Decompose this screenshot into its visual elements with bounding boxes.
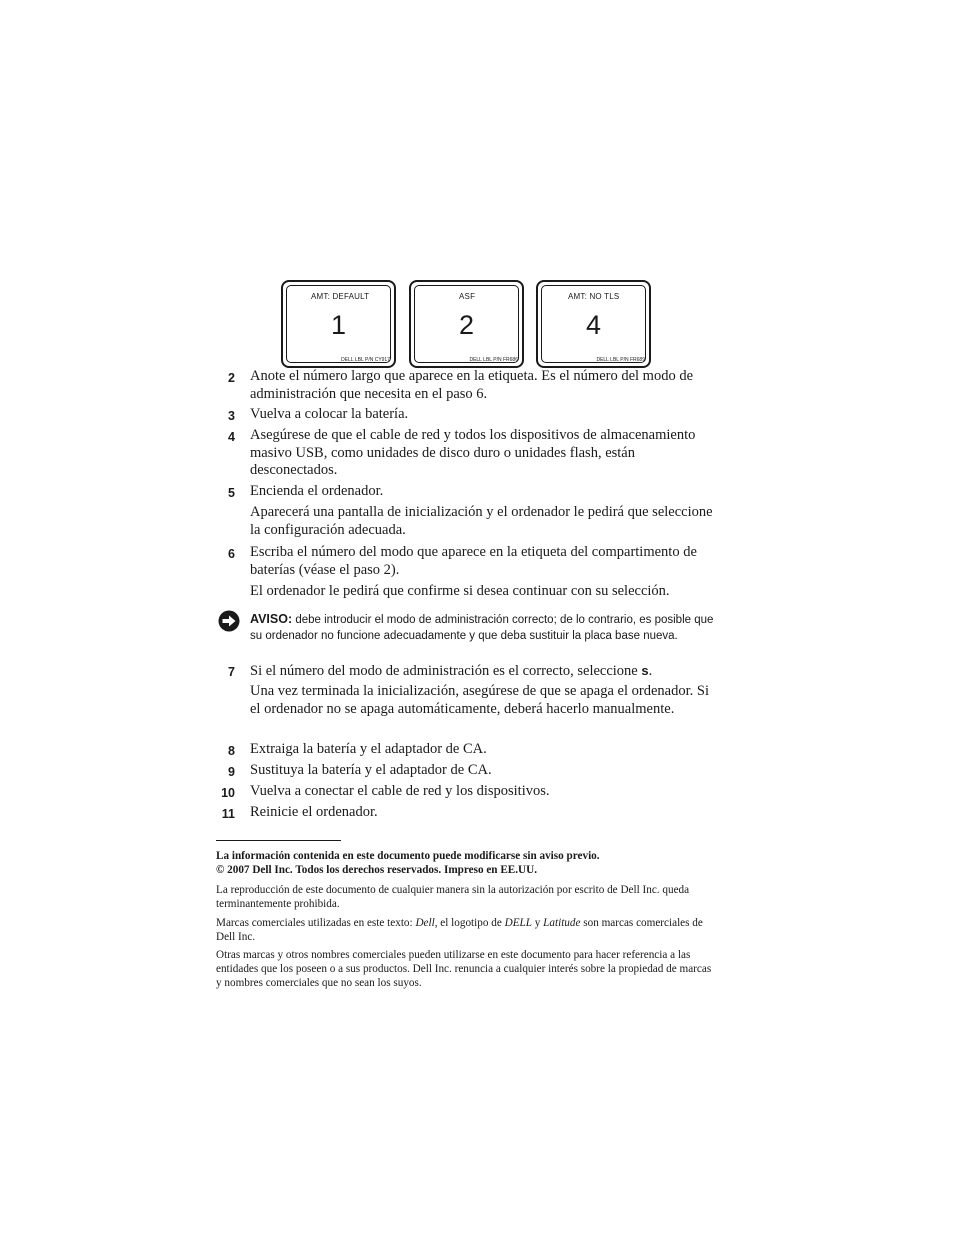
step-number: 8 (228, 744, 235, 758)
label-title: AMT: DEFAULT (311, 292, 370, 301)
notice-text (250, 612, 720, 644)
step-number: 4 (228, 430, 235, 444)
step-number: 9 (228, 765, 235, 779)
label-card-default (281, 280, 396, 368)
label-number: 1 (330, 310, 347, 340)
label-title: AMT: NO TLS (568, 292, 620, 301)
step-text: Extraiga la batería y el adaptador de CA. (250, 741, 487, 757)
step-number: 5 (228, 486, 235, 500)
step-text: Reinicie el ordenador. (250, 804, 378, 820)
footer-notice-line-1: La información contenida en este documento puede modificarse sin aviso previo. (216, 850, 600, 862)
step-number: 7 (228, 665, 235, 679)
step-text: Encienda el ordenador. (250, 483, 384, 499)
step-text: Anote el número largo que aparece en la etiqueta. Es el número del modo de administración que necesita en el paso 6. (250, 368, 694, 402)
step-text: Vuelva a colocar la batería. (250, 406, 409, 422)
step-number: 11 (221, 807, 235, 821)
label-card-asf (409, 280, 524, 368)
step-text: Asegúrese de que el cable de red y todos los dispositivos de almacenamiento masivo USB, como unidades de disco duro o unidades flash, están desconectados. (250, 427, 696, 478)
step-text: Escriba el número del modo que aparece en la etiqueta del compartimento de baterías (véase el paso 2). (250, 544, 697, 578)
step-number: 6 (228, 547, 235, 561)
label-part-number: DELL LBL P/N CY917 (341, 357, 390, 363)
trademarks-text: y (531, 917, 544, 929)
step-number: 2 (228, 371, 235, 385)
notice-arrow-icon (218, 610, 240, 632)
step-7-followup: Una vez terminada la inicialización, asegúrese de que se apaga el ordenador. Si el ordenador no se apaga automáticamente, deberá hacerlo manualmente. (250, 683, 709, 717)
step-text (250, 662, 720, 681)
notice-box (216, 608, 716, 660)
step-text: Vuelva a conectar el cable de red y los dispositivos. (250, 783, 550, 799)
notice-label: AVISO: (250, 612, 293, 626)
key-s: s (641, 663, 649, 678)
step-5-followup: Aparecerá una pantalla de inicialización y el ordenador le pedirá que seleccione la configuración adecuada. (250, 504, 713, 538)
trademarks-text: son marcas comerciales de Dell Inc. (216, 917, 703, 943)
footer-trademarks (216, 916, 718, 944)
label-card-no-tls (536, 280, 651, 368)
footer-other-trademarks: Otras marcas y otros nombres comerciales pueden utilizarse en este documento para hacer referencia a las entidades que los poseen o a sus productos. Dell Inc. renuncia a cualquier interés sobre la propiedad de marcas y nombres comerciales que no sean los suyos. (216, 949, 712, 989)
mode-labels (281, 280, 653, 368)
step-number: 10 (221, 786, 235, 800)
step-6-followup: El ordenador le pedirá que confirme si desea continuar con su selección. (250, 583, 670, 599)
label-part-number: DELL LBL P/N FR689 (596, 357, 645, 363)
notice-body: debe introducir el modo de administración correcto; de lo contrario, es posible que su ordenador no funcione adecuadamente y que deba sustituir la placa base nueva. (250, 614, 714, 642)
trademarks-text: Marcas comerciales utilizadas en este texto: (216, 917, 416, 929)
step-text: Sustituya la batería y el adaptador de CA. (250, 762, 492, 778)
label-title: ASF (459, 292, 476, 301)
label-part-number: DELL LBL P/N FR686 (469, 357, 518, 363)
trademarks-text: , el logotipo de (434, 917, 505, 929)
footer-copyright: © 2007 Dell Inc. Todos los derechos reservados. Impreso en EE.UU. (216, 864, 538, 876)
trademark-dell-logo: DELL (504, 917, 532, 929)
label-number: 2 (458, 310, 475, 340)
label-number: 4 (585, 310, 602, 340)
footer-reproduction: La reproducción de este documento de cualquier manera sin la autorización por escrito de Dell Inc. queda terminantemente prohibida. (216, 884, 690, 910)
step-number: 3 (228, 409, 235, 423)
step-text-after: . (648, 663, 653, 679)
step-text-before: Si el número del modo de administración es el correcto, seleccione (250, 663, 642, 679)
trademark-dell: Dell (415, 917, 435, 929)
footer-divider (216, 840, 341, 841)
trademark-latitude: Latitude (543, 917, 581, 929)
